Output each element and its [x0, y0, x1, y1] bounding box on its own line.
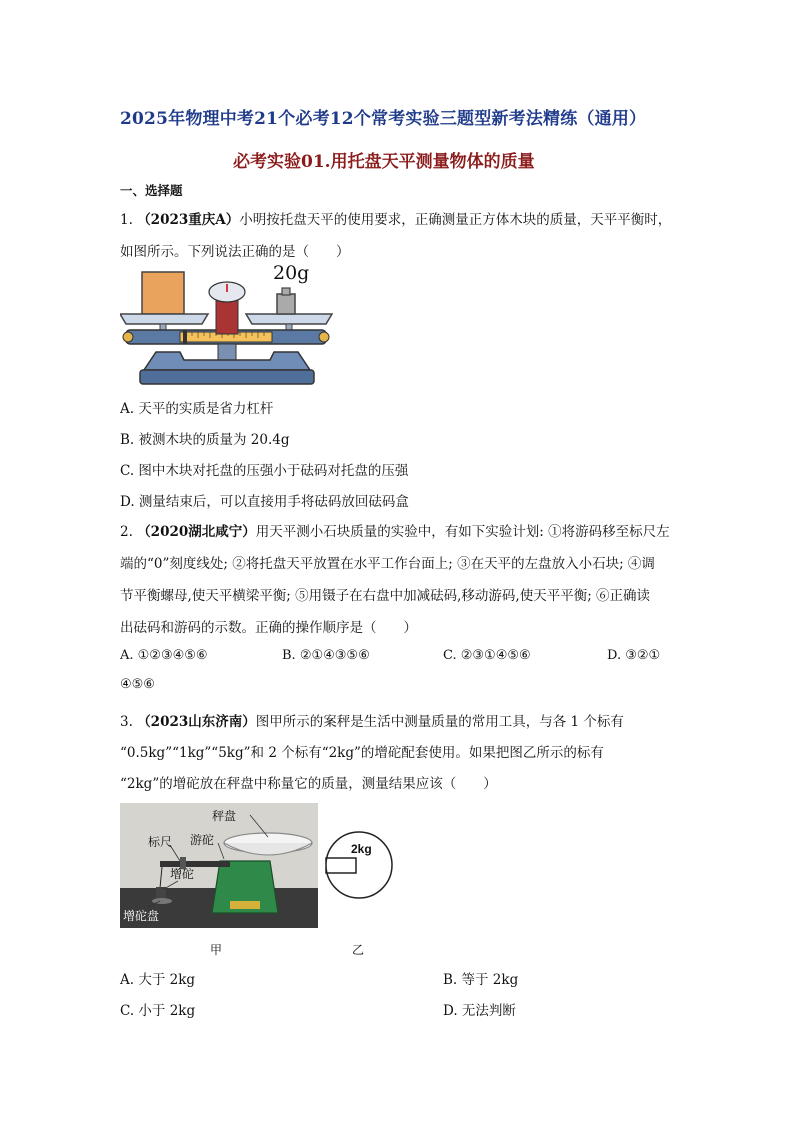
- weight-label: 20g: [273, 262, 310, 284]
- question-text: 小明按托盘天平的使用要求，正确测量正方体木块的质量，天平平衡时，: [239, 212, 672, 228]
- q2-option-d-cont: ④⑤⑥: [120, 677, 155, 692]
- balance-figure: [120, 262, 335, 387]
- question-3-stem: [120, 710, 624, 730]
- q2-option-a[interactable]: A. ①②③④⑤⑥: [120, 648, 208, 663]
- scale-photo: [120, 803, 318, 928]
- label-weight-tray: 增砣盘: [123, 909, 160, 923]
- q2-option-d[interactable]: D. ③②①: [607, 648, 661, 663]
- question-number: 2.: [120, 524, 133, 540]
- wooden-block: [142, 272, 184, 314]
- question-3-line2: “0.5kg”“1kg”“5kg”和 2 个标有“2kg”的增砣配套使用。如果把图乙所示的标有: [120, 745, 604, 761]
- q2-option-c[interactable]: C. ②③①④⑤⑥: [443, 648, 531, 663]
- question-source: （2020湖北咸宁）: [137, 524, 256, 540]
- label-pan: 秤盘: [212, 809, 237, 823]
- question-source: （2023重庆A）: [137, 212, 240, 228]
- question-2-line3: 节平衡螺母,使天平横梁平衡; ⑤用镊子在右盘中加减砝码,移动游码,使天平平衡; ⑥正确读: [120, 588, 651, 604]
- question-text: 用天平测小石块质量的实验中，有如下实验计划: ①将游码移至标尺左: [255, 524, 670, 540]
- label-weight: 增砣: [170, 867, 195, 881]
- question-3-line3: “2kg”的增砣放在秤盘中称量它的质量，测量结果应该（ ）: [120, 776, 497, 792]
- rider: [183, 330, 187, 344]
- question-number: 1.: [120, 212, 133, 228]
- page-subtitle: 必考实验01.用托盘天平测量物体的质量: [233, 152, 535, 172]
- q1-option-b[interactable]: B. 被测木块的质量为 20.4g: [120, 432, 290, 448]
- question-2-stem: [120, 520, 670, 540]
- section-heading: 一、选择题: [120, 183, 183, 198]
- page-title: 2025年物理中考21个必考12个常考实验三题型新考法精练（通用）: [120, 109, 647, 129]
- q3-option-c[interactable]: C. 小于 2kg: [120, 1003, 196, 1019]
- q1-option-a[interactable]: A. 天平的实质是省力杠杆: [120, 401, 274, 417]
- q3-option-d[interactable]: D. 无法判断: [443, 1003, 516, 1019]
- question-1-stem: [120, 208, 671, 228]
- label-rider: 游砣: [190, 833, 215, 847]
- q1-option-c[interactable]: C. 图中木块对托盘的压强小于砝码对托盘的压强: [120, 463, 409, 479]
- caption-jia: 甲: [210, 943, 223, 957]
- question-source: （2023山东济南）: [137, 714, 256, 730]
- weight: [277, 294, 295, 314]
- slotted-weight-label: 2kg: [351, 842, 372, 856]
- question-text: 图甲所示的案秤是生活中测量质量的常用工具，与各 1 个标有: [255, 714, 624, 730]
- question-2-line4: 出砝码和游码的示数。正确的操作顺序是（ ）: [120, 620, 417, 636]
- caption-yi: 乙: [352, 943, 365, 957]
- q2-option-b[interactable]: B. ②①④③⑤⑥: [282, 648, 370, 663]
- label-ruler: 标尺: [148, 835, 173, 849]
- q1-option-d[interactable]: D. 测量结束后，可以直接用手将砝码放回砝码盒: [120, 494, 409, 510]
- right-pan: [246, 314, 332, 324]
- left-pan: [120, 314, 208, 324]
- q3-option-b[interactable]: B. 等于 2kg: [443, 972, 519, 988]
- question-number: 3.: [120, 714, 133, 730]
- slotted-weight-figure: [324, 830, 394, 900]
- question-1-stem-line2: 如图所示。下列说法正确的是（ ）: [120, 244, 350, 260]
- question-2-line2: 端的“0”刻度线处; ②将托盘天平放置在水平工作台面上; ③在天平的左盘放入小石块; ④调: [120, 556, 655, 572]
- q3-option-a[interactable]: A. 大于 2kg: [120, 972, 196, 988]
